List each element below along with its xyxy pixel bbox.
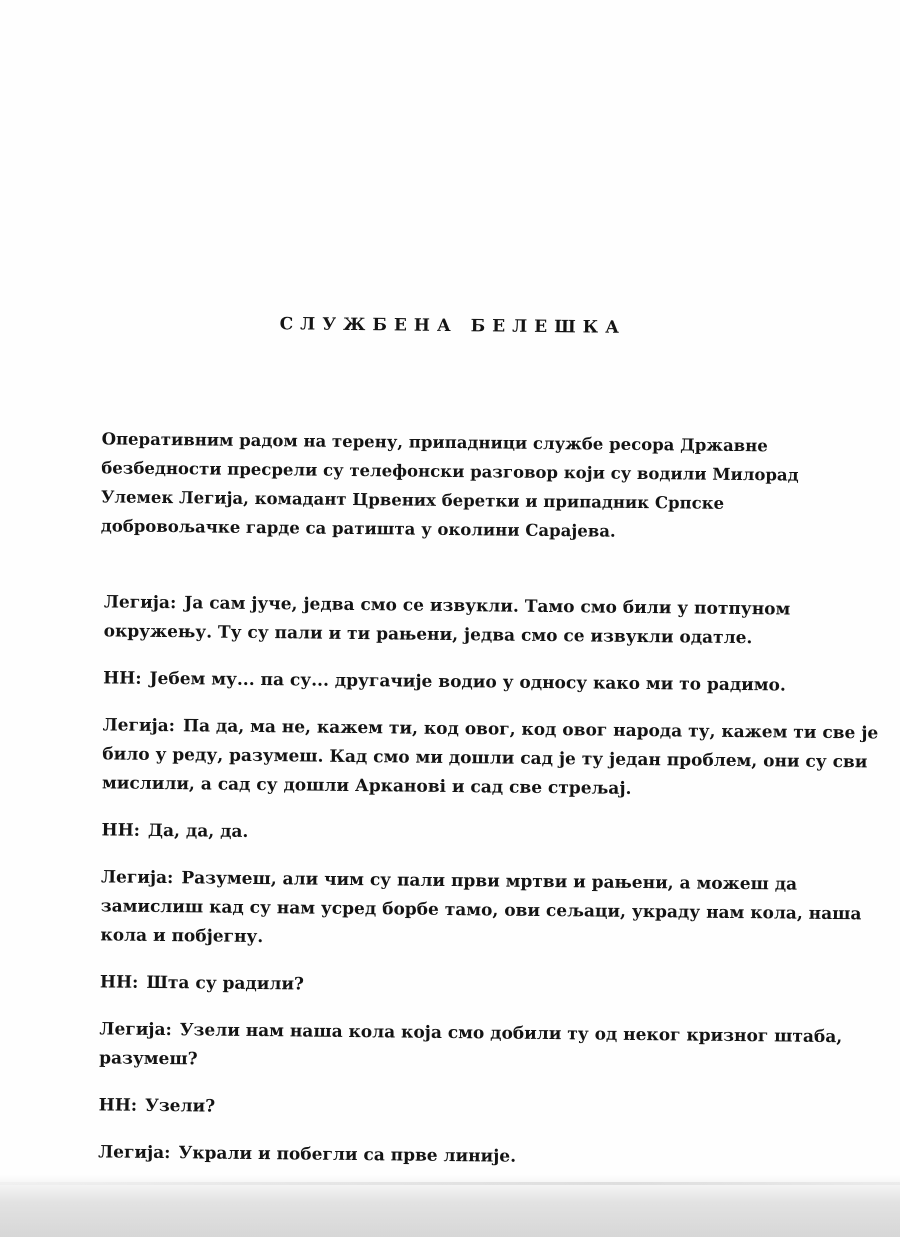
transcript-entry (101, 816, 821, 853)
transcript-entry (99, 1015, 843, 1081)
intro-paragraph (101, 424, 802, 547)
transcript-line (101, 816, 821, 853)
transcript-line: разумеш? (99, 1048, 198, 1070)
utterance-text: Јебем му... па су... другачије водио у односу како ми то радимо. (149, 668, 786, 696)
transcript-line (98, 1138, 818, 1175)
speaker-label: Легија: (99, 1019, 172, 1041)
transcript-line: замислиш кад су нам усред борбе тамо, ови сељаци, украду нам кола, наша (100, 896, 862, 925)
transcript-entry (103, 588, 824, 654)
transcript-line (99, 1091, 819, 1128)
intro-line: добровољачке гарде са ратишта у околини Сарајева. (100, 516, 616, 541)
speaker-label: НН: (99, 972, 139, 993)
speaker-label: Легија: (100, 867, 174, 889)
transcript (98, 588, 879, 1193)
scan-shadow (0, 1175, 900, 1237)
transcript-line (103, 664, 823, 701)
transcript-entry (99, 1091, 819, 1128)
transcript-line (100, 968, 820, 1005)
speaker-label: НН: (103, 668, 142, 689)
speaker-label: НН: (98, 1095, 138, 1116)
transcript-entry (103, 664, 823, 701)
utterance-text: Узели нам наша кола која смо добили ту од неког кризног штаба, (179, 1020, 843, 1048)
speaker-label: Легија: (102, 715, 176, 737)
speaker-label: Легија: (98, 1142, 171, 1164)
utterance-text: Да, да, да. (147, 820, 249, 842)
utterance-text: Па да, ма не, кажем ти, код овог, код овог народа ту, кажем ти све је (182, 716, 879, 744)
utterance-text: Шта су радили? (146, 972, 305, 995)
transcript-line: било у реду, разумеш. Кад смо ми дошли сад је ту један проблем, они су сви (102, 744, 868, 773)
utterance-text: Ја сам јуче, једва смо се извукли. Тамо смо били у потпуном (184, 593, 791, 620)
document-title: СЛУЖБЕНА БЕЛЕШКА (279, 314, 627, 338)
utterance-text: Разумеш, али чим су пали први мртви и рањени, а можеш да (181, 868, 798, 895)
intro-line: Улемек Легија, комадант Црвених беретки и припадник Српске (100, 487, 725, 513)
transcript-line: окружењу. Ту су пали и ти рањени, једва смо се извукли одатле. (103, 621, 753, 649)
transcript-entry (100, 968, 820, 1005)
intro-line: Оперативним радом на терену, припадници службе ресора Државне (101, 429, 768, 456)
transcript-line: кола и побјегну. (100, 925, 264, 948)
transcript-entry (98, 1138, 818, 1175)
transcript-line: мислили, а сад су дошли Аркановi и сад све стрељај. (101, 773, 632, 799)
transcript-entry (100, 863, 862, 958)
speaker-label: НН: (101, 820, 141, 841)
transcript-entry (101, 711, 879, 806)
utterance-text: Узели? (144, 1095, 216, 1117)
utterance-text: Украли и побегли са прве линије. (178, 1143, 517, 1167)
intro-line: безбедности пресрели су телефонски разговор који су водили Милорад (101, 458, 799, 485)
speaker-label: Легија: (103, 592, 177, 614)
